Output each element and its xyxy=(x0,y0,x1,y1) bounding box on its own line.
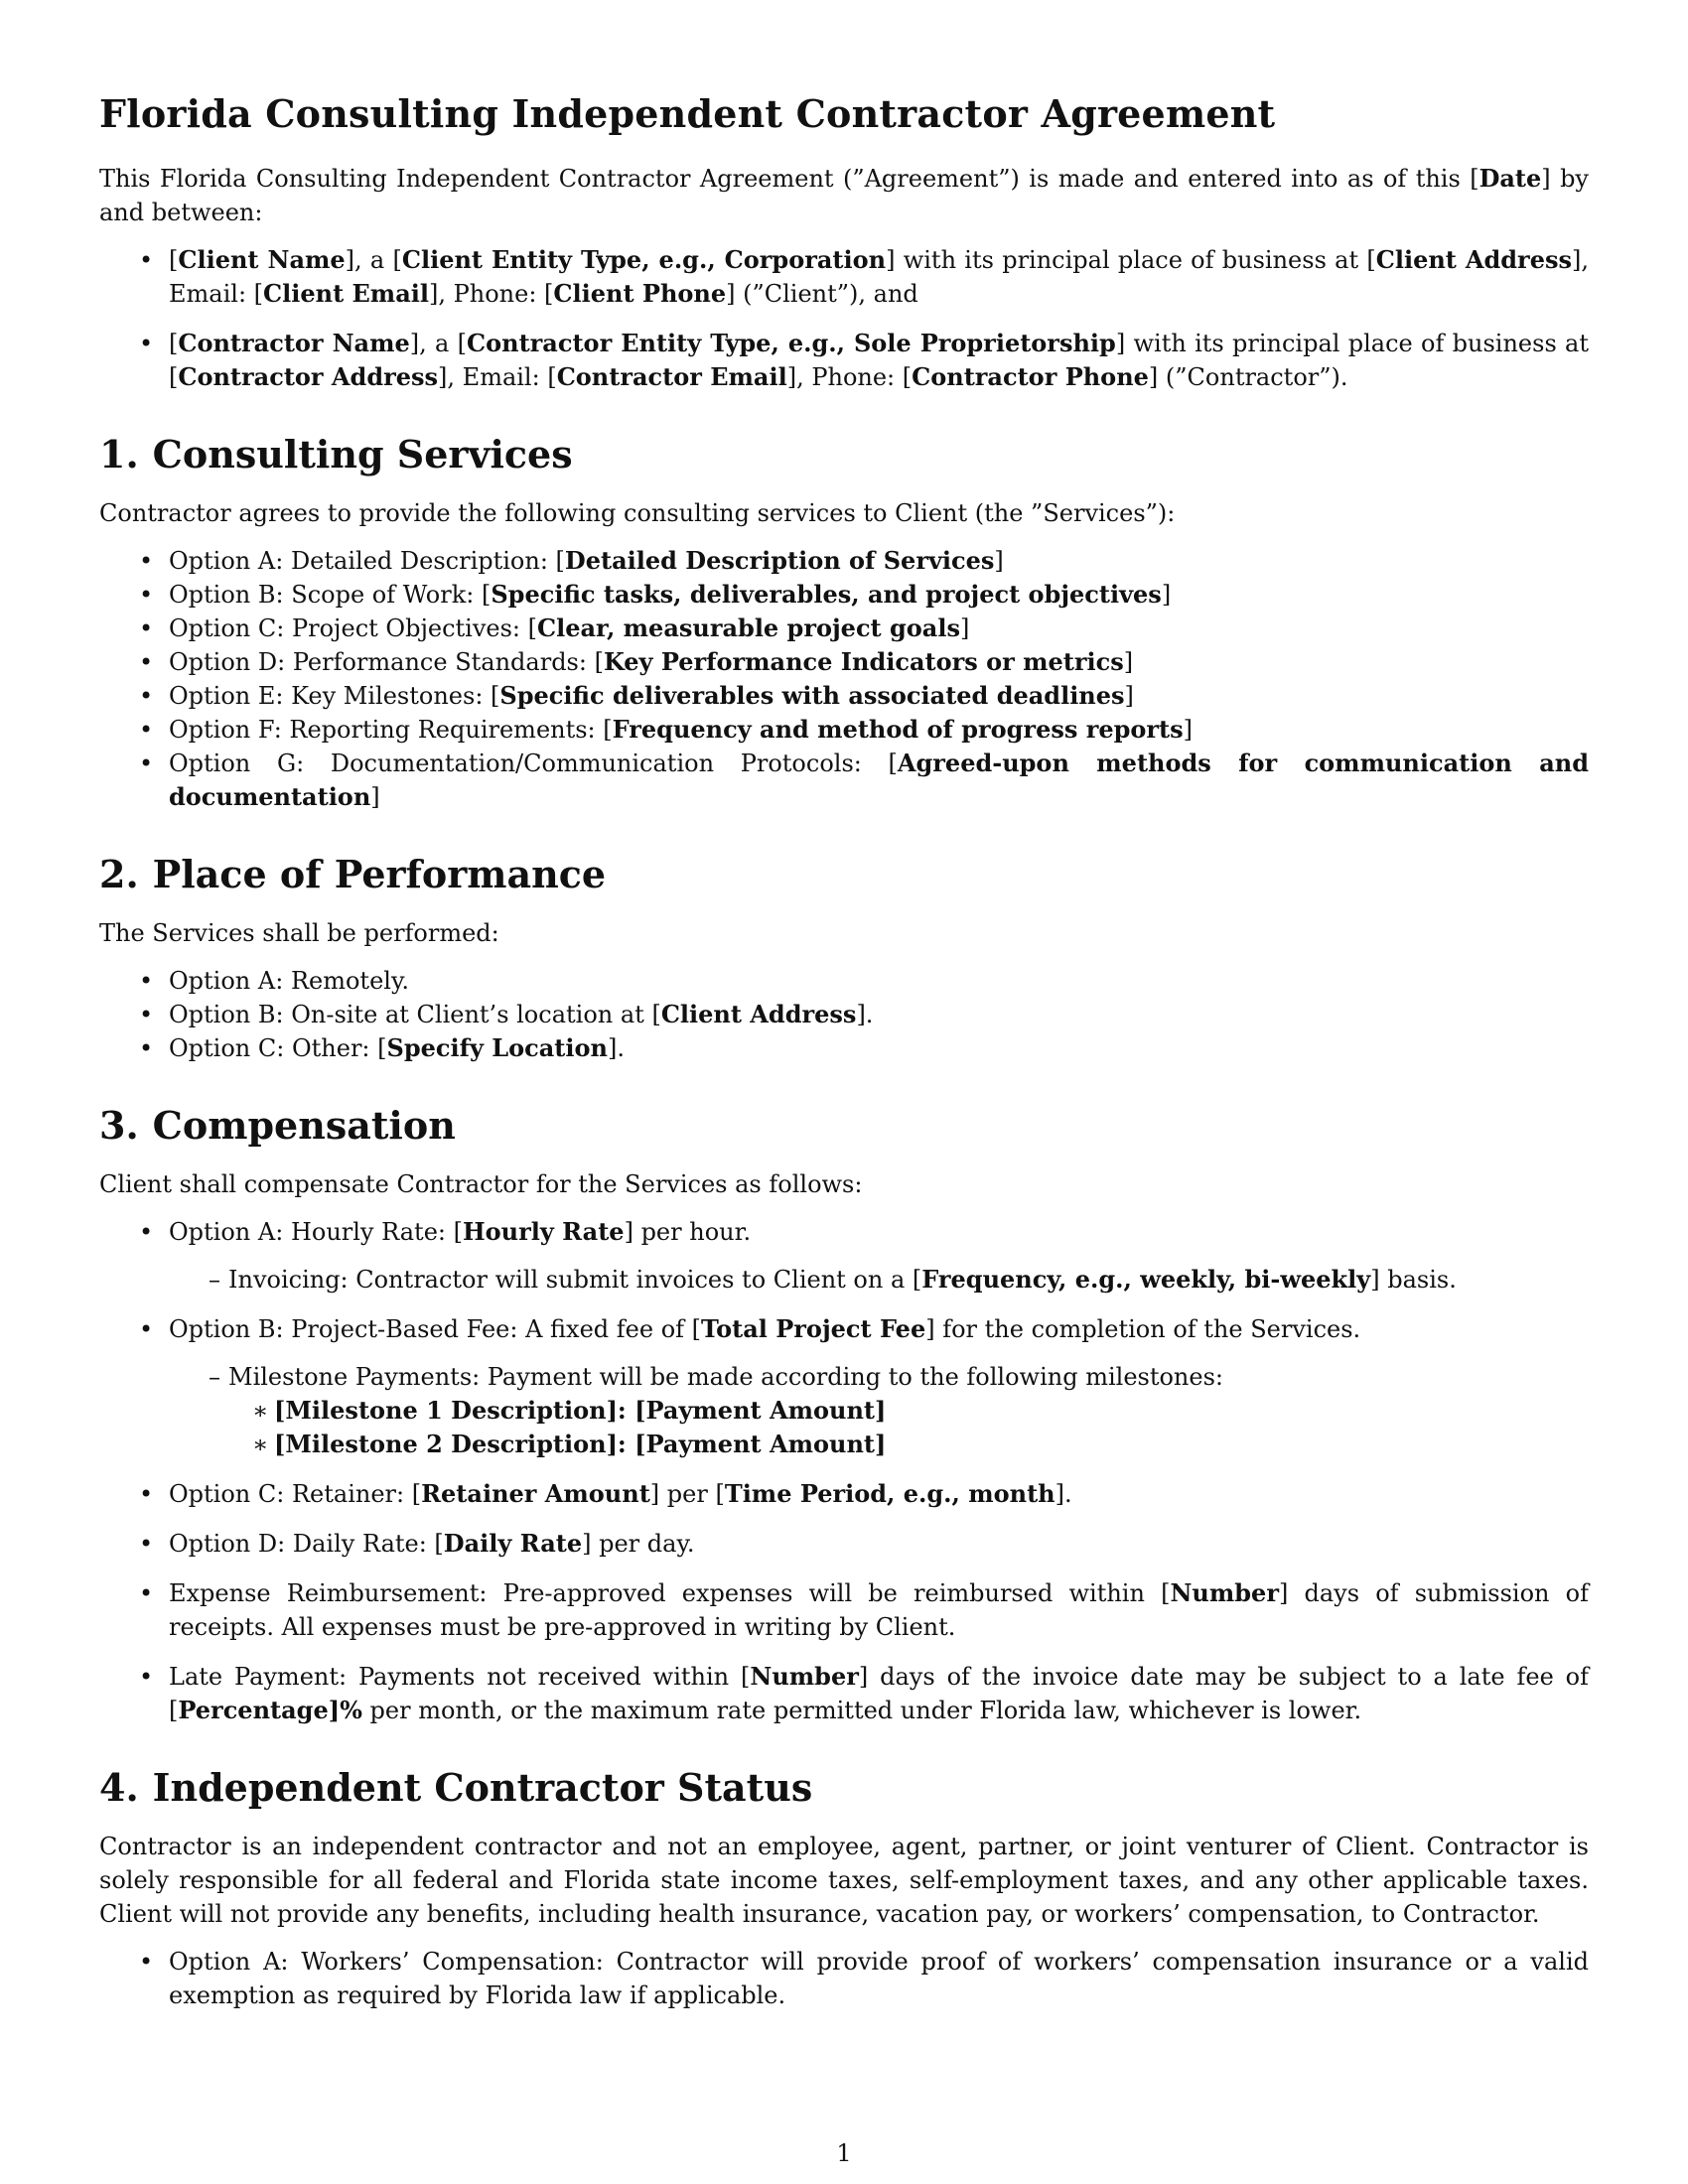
document-page xyxy=(99,91,1589,2012)
services-options-list xyxy=(99,544,1589,814)
list-item: • Option G: Documentation/Communication Protocols: [Agreed-upon methods for communication and documentation] xyxy=(99,747,1589,814)
section-heading-place-of-performance: 2. Place of Performance xyxy=(99,852,607,896)
list-item: • Option B: On-site at Client’s location at [Client Address]. xyxy=(99,998,1589,1031)
date-placeholder: Date xyxy=(1478,164,1542,193)
compensation-options-list xyxy=(99,1215,1589,1727)
list-item: • Option C: Project Objectives: [Clear, measurable project goals] xyxy=(99,612,1589,645)
section-4-paragraph: Contractor is an independent contractor and not an employee, agent, partner, or joint venturer of Client. Contractor is solely responsible for all federal and Florida state income taxes, self-employment taxes, and any other applicable taxes. Client will not provide any benefits, including health insurance, vacation pay, or workers’ compensation, to Contractor. xyxy=(99,1833,1589,1928)
section-heading-independent-contractor-status: 4. Independent Contractor Status xyxy=(99,1765,813,1810)
list-item: • Late Payment: Payments not received within [Number] days of the invoice date may be subject to a late fee of [Percentage]% per month, or the maximum rate permitted under Florida law, whichever is lower. xyxy=(99,1660,1589,1727)
list-item: • Option E: Key Milestones: [Specific deliverables with associated deadlines] xyxy=(99,679,1589,713)
section-2-intro: The Services shall be performed: xyxy=(99,919,499,947)
list-item: • Option B: Project-Based Fee: A fixed fee of [Total Project Fee] for the completion of the Services. – Milestone Payments: Payment will be made according to the following milestones: ∗ [Milestone 1 Description]: [Payment Amount] ∗ [Milestone 2 Description]: [Payment Amount] xyxy=(99,1312,1589,1461)
section-heading-compensation: 3. Compensation xyxy=(99,1103,456,1148)
list-item: • Option A: Hourly Rate: [Hourly Rate] per hour. – Invoicing: Contractor will submit invoices to Client on a [Frequency, e.g., weekly, bi-weekly] basis. xyxy=(99,1215,1589,1297)
list-item: • Option C: Other: [Specify Location]. xyxy=(99,1031,1589,1065)
milestones-list xyxy=(228,1394,1589,1461)
document-title: Florida Consulting Independent Contractor Agreement xyxy=(99,91,1276,136)
list-item: • Option B: Scope of Work: [Specific tasks, deliverables, and project objectives] xyxy=(99,578,1589,612)
status-options-list xyxy=(99,1945,1589,2012)
list-item: • Option F: Reporting Requirements: [Frequency and method of progress reports] xyxy=(99,713,1589,747)
sub-list xyxy=(169,1263,1589,1297)
list-item: • Option D: Performance Standards: [Key Performance Indicators or metrics] xyxy=(99,645,1589,679)
section-heading-consulting-services: 1. Consulting Services xyxy=(99,432,573,477)
performance-options-list xyxy=(99,964,1589,1065)
client-party: • [Client Name], a [Client Entity Type, e.g., Corporation] with its principal place of business at [Client Address], Email: [Client Email], Phone: [Client Phone] (”Client”), and xyxy=(99,243,1589,311)
list-item: ∗ [Milestone 2 Description]: [Payment Amount] xyxy=(228,1428,1589,1461)
page-number: 1 xyxy=(836,2139,852,2167)
section-3-intro: Client shall compensate Contractor for the Services as follows: xyxy=(99,1170,863,1198)
contractor-party: • [Contractor Name], a [Contractor Entity Type, e.g., Sole Proprietorship] with its principal place of business at [Contractor Address], Email: [Contractor Email], Phone: [Contractor Phone] (”Contractor”). xyxy=(99,327,1589,394)
list-item: • Option A: Remotely. xyxy=(99,964,1589,998)
list-item: • Option C: Retainer: [Retainer Amount] per [Time Period, e.g., month]. xyxy=(99,1477,1589,1511)
list-item: • Option A: Detailed Description: [Detailed Description of Services] xyxy=(99,544,1589,578)
list-item: • Option D: Daily Rate: [Daily Rate] per day. xyxy=(99,1527,1589,1561)
intro-paragraph: This Florida Consulting Independent Contractor Agreement (”Agreement”) is made and entered into as of this [Date] by and between: xyxy=(99,164,1589,226)
section-1-intro: Contractor agrees to provide the following consulting services to Client (the ”Services”): xyxy=(99,499,1176,527)
list-item: • Option A: Workers’ Compensation: Contractor will provide proof of workers’ compensation insurance or a valid exemption as required by Florida law if applicable. xyxy=(99,1945,1589,2012)
list-item: • Expense Reimbursement: Pre-approved expenses will be reimbursed within [Number] days of submission of receipts. All expenses must be pre-approved in writing by Client. xyxy=(99,1576,1589,1644)
list-item: – Invoicing: Contractor will submit invoices to Client on a [Frequency, e.g., weekly, bi-weekly] basis. xyxy=(169,1263,1589,1297)
list-item: – Milestone Payments: Payment will be made according to the following milestones: ∗ [Milestone 1 Description]: [Payment Amount] ∗ [Milestone 2 Description]: [Payment Amount] xyxy=(169,1360,1589,1461)
parties-list xyxy=(99,243,1589,394)
sub-list xyxy=(169,1360,1589,1461)
list-item: ∗ [Milestone 1 Description]: [Payment Amount] xyxy=(228,1394,1589,1428)
